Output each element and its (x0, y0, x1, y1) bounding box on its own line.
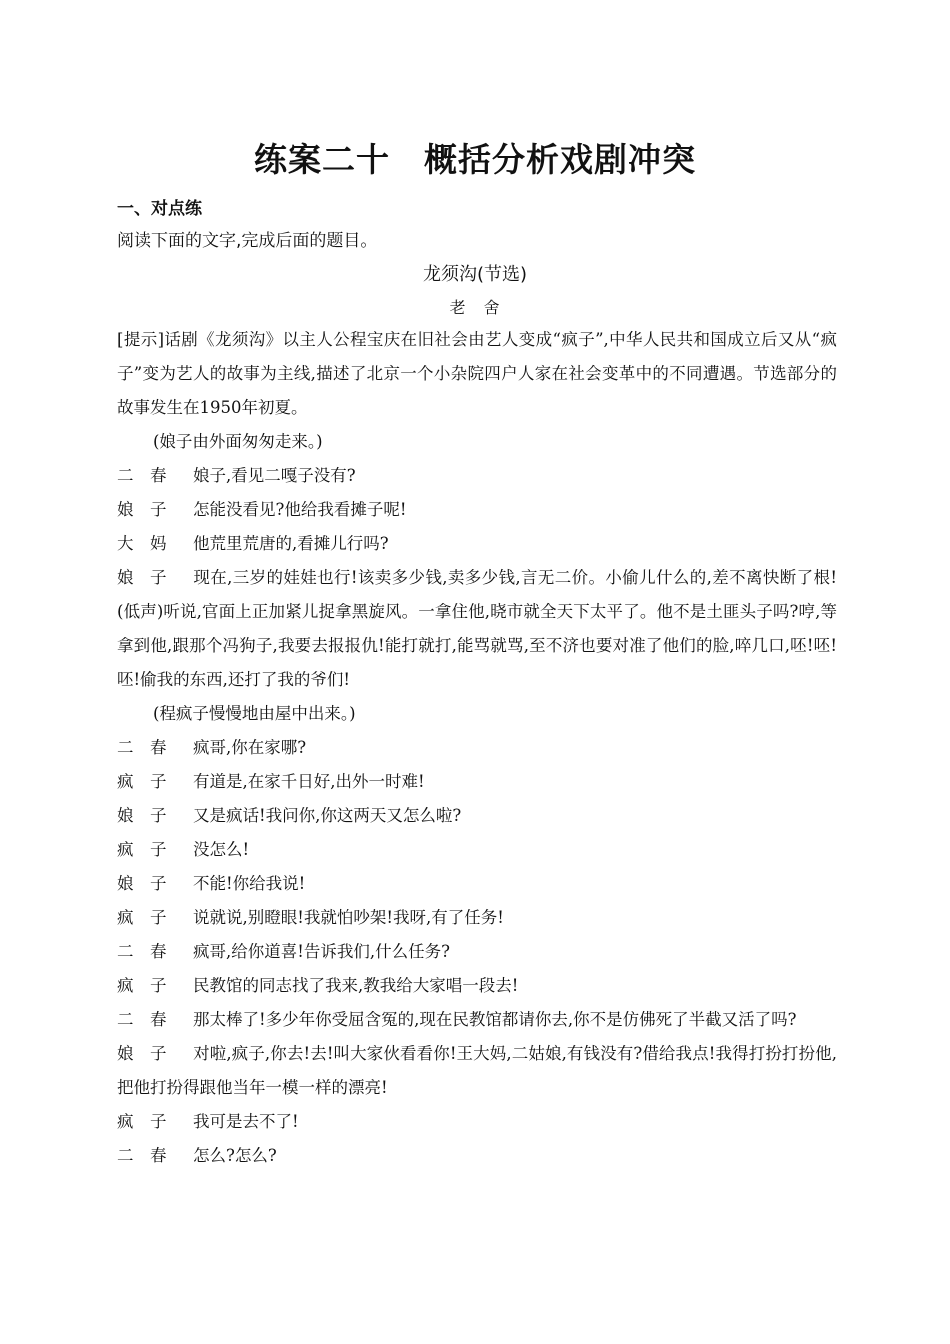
dialogue-line (117, 867, 837, 901)
speaker-name: 疯 子 (117, 840, 167, 859)
play-title: 龙须沟(节选) (422, 264, 528, 285)
stage-direction: (程疯子慢慢地由屋中出来。) (153, 704, 356, 723)
dialogue-text: 说就说,别瞪眼!我就怕吵架!我呀,有了任务! (193, 908, 504, 927)
dialogue-text: 不能!你给我说! (193, 874, 306, 893)
speaker-name: 二 春 (117, 1146, 167, 1165)
section-heading: 一、对点练 (117, 199, 202, 219)
dialogue-text: 我可是去不了! (193, 1112, 299, 1131)
dialogue-line (117, 765, 837, 799)
dialogue-text: 怎么?怎么? (193, 1146, 277, 1165)
page-title: 练案二十 概括分析戏剧冲突 (254, 140, 696, 179)
dialogue-line (117, 459, 837, 493)
speaker-name: 娘 子 (117, 500, 167, 519)
speaker-name: 大 妈 (117, 534, 167, 553)
dialogue-line (117, 935, 837, 969)
speaker-name: 娘 子 (117, 568, 167, 587)
dialogue-text: 疯哥,给你道喜!告诉我们,什么任务? (193, 942, 450, 961)
speaker-name: 疯 子 (117, 908, 167, 927)
dialogue-line (117, 527, 837, 561)
speaker-name: 疯 子 (117, 976, 167, 995)
dialogue-text: 又是疯话!我问你,你这两天又怎么啦? (193, 806, 462, 825)
dialogue-text: 那太棒了!多少年你受屈含冤的,现在民教馆都请你去,你不是仿佛死了半截又活了吗? (193, 1010, 797, 1029)
dialogue-text: 娘子,看见二嘎子没有? (193, 466, 356, 485)
speaker-name: 二 春 (117, 466, 167, 485)
speaker-name: 娘 子 (117, 874, 167, 893)
dialogue-block (117, 459, 837, 697)
dialogue-line (117, 833, 837, 867)
speaker-name: 二 春 (117, 738, 167, 757)
speaker-name: 疯 子 (117, 772, 167, 791)
dialogue-line (117, 1105, 837, 1139)
dialogue-text: 现在,三岁的娃娃也行!该卖多少钱,卖多少钱,言无二价。小偷儿什么的,差不离快断了根!(低声)听说,官面上正加紧儿捉拿黑旋风。一拿住他,晓市就全天下太平了。他不是土匪头子吗?哼,等拿到他,跟那个冯狗子,我要去报报仇!能打就打,能骂就骂,至不济也要对准了他们的脸,啐几口,呸!呸!呸!偷我的东西,还打了我的爷们! (117, 568, 837, 689)
speaker-name: 娘 子 (117, 806, 167, 825)
speaker-name: 娘 子 (117, 1044, 167, 1063)
stage-direction: (娘子由外面匆匆走来。) (153, 432, 323, 451)
speaker-name: 二 春 (117, 1010, 167, 1029)
instruction-text: 阅读下面的文字,完成后面的题目。 (117, 231, 378, 251)
excerpt-body (117, 323, 837, 1173)
dialogue-text: 有道是,在家千日好,出外一时难! (193, 772, 425, 791)
dialogue-text: 民教馆的同志找了我来,教我给大家唱一段去! (193, 976, 519, 995)
author-name: 老 舍 (449, 298, 501, 317)
dialogue-text: 他荒里荒唐的,看摊儿行吗? (193, 534, 389, 553)
dialogue-text: 没怎么! (193, 840, 250, 859)
dialogue-line (117, 901, 837, 935)
dialogue-line (117, 731, 837, 765)
dialogue-text: 疯哥,你在家哪? (193, 738, 307, 757)
dialogue-text: 对啦,疯子,你去!去!叫大家伙看看你!王大妈,二姑娘,有钱没有?借给我点!我得打扮打扮他,把他打扮得跟他当年一模一样的漂亮! (117, 1044, 837, 1097)
dialogue-text: 怎能没看见?他给我看摊子呢! (193, 500, 407, 519)
dialogue-line (117, 1139, 837, 1173)
dialogue-line (117, 561, 837, 697)
dialogue-line (117, 969, 837, 1003)
dialogue-line (117, 799, 837, 833)
dialogue-line (117, 1003, 837, 1037)
dialogue-line (117, 493, 837, 527)
intro-paragraph: [提示]话剧《龙须沟》以主人公程宝庆在旧社会由艺人变成“疯子”,中华人民共和国成立后又从“疯子”变为艺人的故事为主线,描述了北京一个小杂院四户人家在社会变革中的不同遭遇。节选部分的故事发生在1950年初夏。 (117, 330, 837, 417)
dialogue-line (117, 1037, 837, 1105)
dialogue-block (117, 731, 837, 1173)
speaker-name: 疯 子 (117, 1112, 167, 1131)
speaker-name: 二 春 (117, 942, 167, 961)
